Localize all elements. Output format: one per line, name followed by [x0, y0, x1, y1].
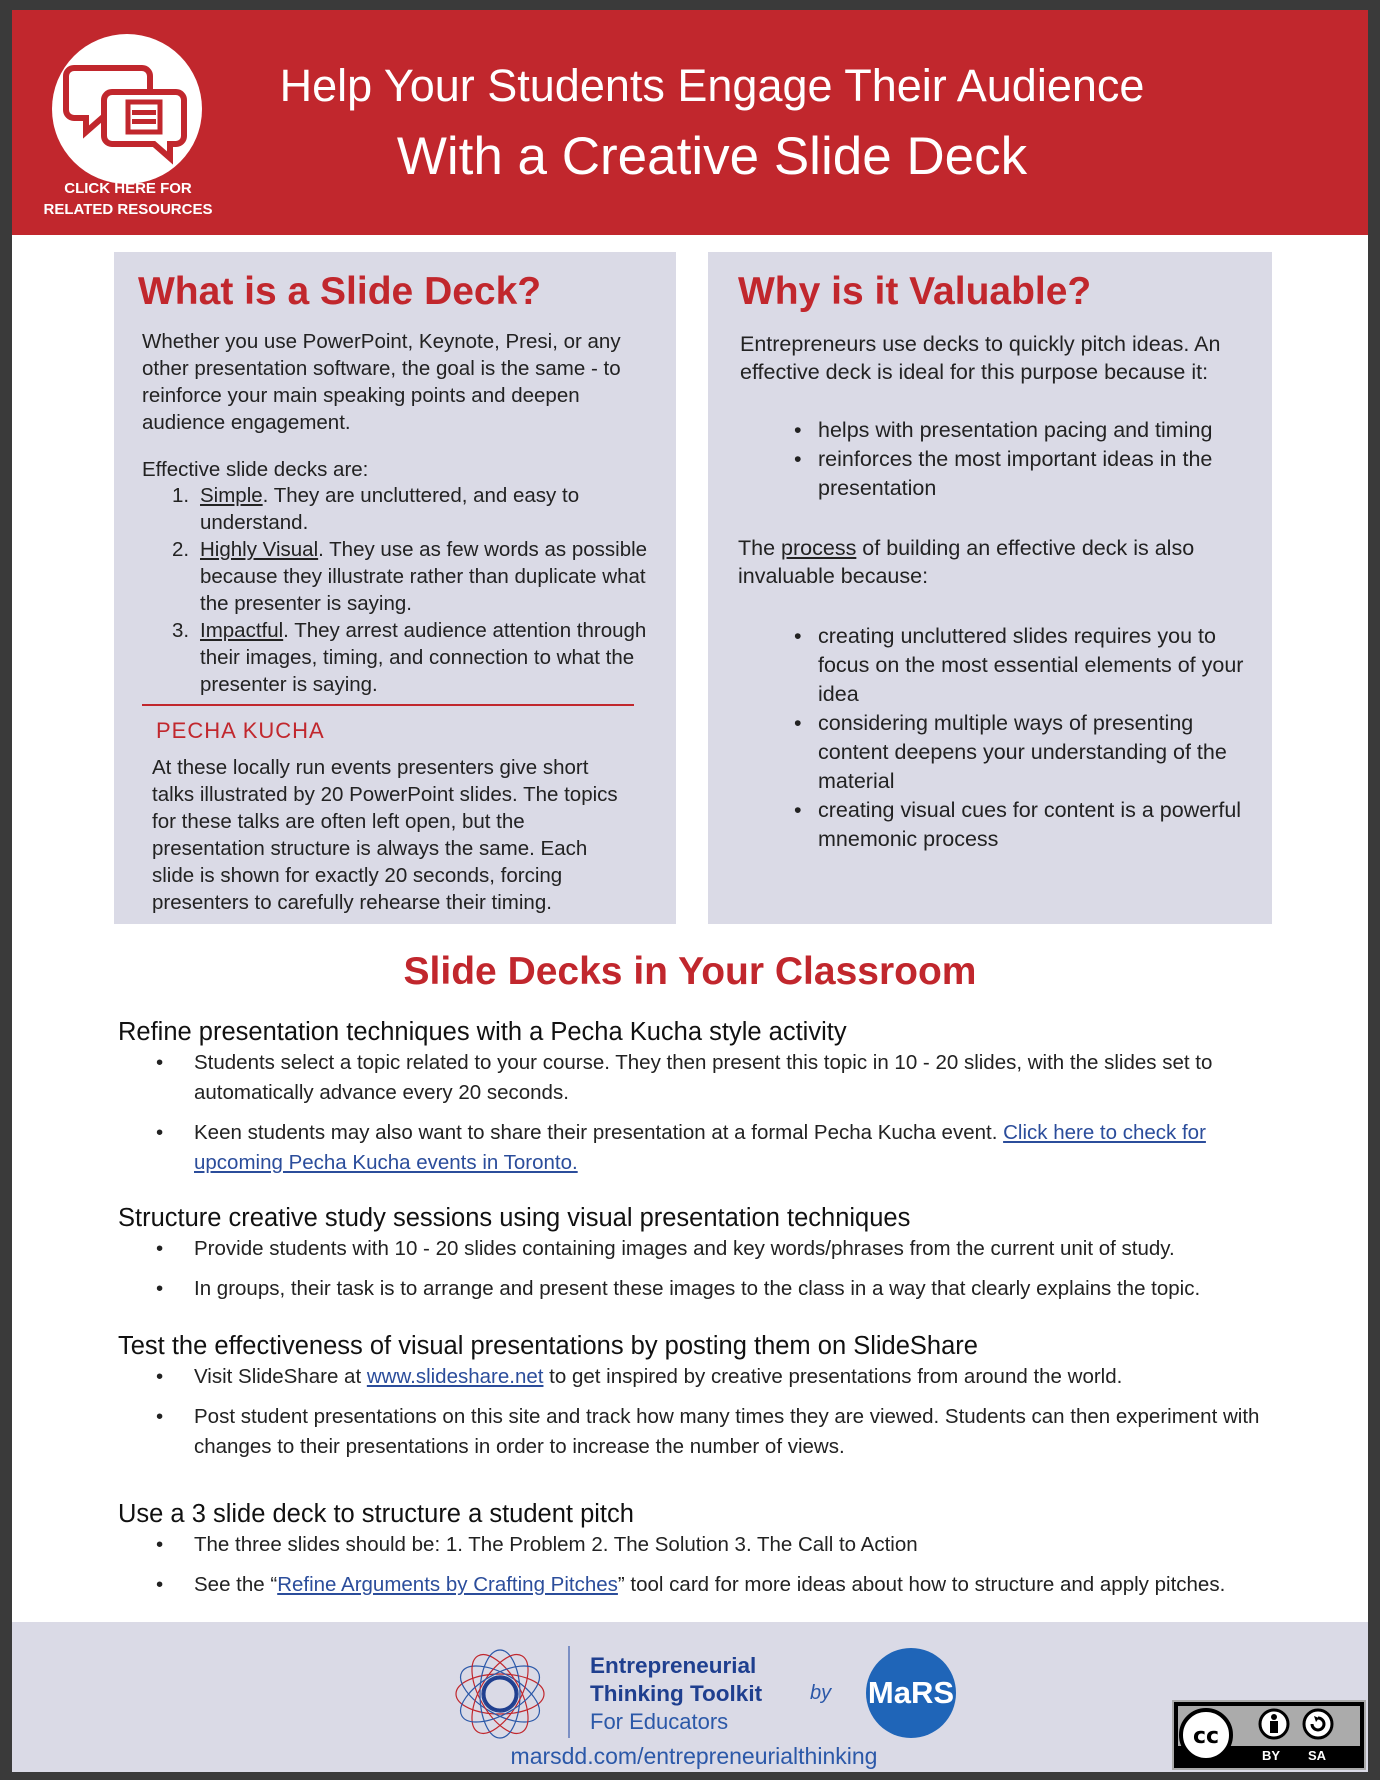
what-heading: What is a Slide Deck? — [138, 270, 542, 313]
effective-decks-list — [142, 482, 662, 698]
speech-bubbles-icon — [52, 34, 202, 184]
slideshare-link[interactable]: www.slideshare.net — [366, 1365, 544, 1388]
process-text: The process of building an effective deck is also invaluable because: — [738, 536, 1195, 588]
toolkit-subtitle: For Educators — [590, 1709, 729, 1734]
list-item: 3. Impactful. They arrest audience attention through their images, timing, and connection to what the presenter is saying. — [172, 619, 647, 696]
by-label: by — [810, 1682, 832, 1704]
list-item: • Provide students with 10 - 20 slides containing images and key words/phrases from the current unit of study. — [156, 1237, 1175, 1260]
toolkit-title: Entrepreneurial Thinking Toolkit — [590, 1653, 763, 1706]
why-bullets-1 — [790, 416, 1230, 503]
page-title-line-2: With a Creative Slide Deck — [396, 127, 1028, 186]
footer-divider — [568, 1646, 570, 1738]
classroom-section-title: Slide Decks in Your Classroom — [403, 950, 977, 993]
activity-3-heading: Test the effectiveness of visual presentations by posting them on SlideShare — [118, 1332, 978, 1360]
pecha-kucha-heading: PECHA KUCHA — [156, 718, 325, 743]
why-heading: Why is it Valuable? — [738, 270, 1092, 313]
list-item: • creating visual cues for content is a powerful mnemonic process — [794, 798, 1242, 851]
pecha-kucha-text: At these locally run events presenters give short talks illustrated by 20 PowerPoint slides. The topics for these talks are often left open, but the presentation structure is always the same. Each slide is shown for exactly 20 seconds, forcing presenters to carefully rehearse their timing. — [152, 756, 618, 914]
related-resources-button[interactable] — [52, 34, 202, 184]
what-list-intro: Effective slide decks are: — [142, 458, 369, 481]
list-item: • helps with presentation pacing and timing — [794, 418, 1213, 442]
activity-2-list — [156, 1234, 1266, 1304]
list-item: • In groups, their task is to arrange and present these images to the class in a way that clearly explains the topic. — [156, 1277, 1201, 1300]
list-item: 1. Simple. They are uncluttered, and easy to understand. — [172, 484, 580, 534]
list-item: • The three slides should be: 1. The Problem 2. The Solution 3. The Call to Action — [156, 1533, 918, 1556]
divider — [142, 704, 634, 706]
footer-url-link[interactable]: marsdd.com/entrepreneurialthinking — [510, 1743, 878, 1769]
activity-4-heading: Use a 3 slide deck to structure a student pitch — [118, 1500, 634, 1528]
list-item: • Students select a topic related to your course. They then present this topic in 10 - 20 slides, with the slides set to automatically advance every 20 seconds. — [156, 1051, 1213, 1104]
mars-logo: MaRS — [866, 1648, 956, 1738]
tool-card-page — [12, 10, 1368, 1772]
toolkit-spirograph-logo-icon — [450, 1644, 550, 1744]
why-bullets-2 — [790, 622, 1260, 854]
list-item: • See the “Refine Arguments by Crafting Pitches” tool card for more ideas about how to structure and apply pitches. — [156, 1573, 1226, 1596]
header-banner — [12, 10, 1368, 235]
related-resources-link[interactable]: CLICK HERE FOR RELATED RESOURCES — [43, 180, 213, 218]
svg-text:cc: cc — [1192, 1724, 1220, 1749]
list-item: • considering multiple ways of presenting content deepens your understanding of the material — [794, 711, 1227, 793]
activity-4-list — [156, 1530, 1266, 1600]
share-alike-icon — [1304, 1710, 1332, 1738]
what-intro: Whether you use PowerPoint, Keynote, Presi, or any other presentation software, the goal is the same - to reinforce your main speaking points and deepen audience engagement. — [142, 330, 621, 434]
list-item: • creating uncluttered slides requires you to focus on the most essential elements of your idea — [794, 624, 1244, 706]
page-title-line-1: Help Your Students Engage Their Audience — [279, 60, 1145, 111]
activity-2-heading: Structure creative study sessions using visual presentation techniques — [118, 1204, 911, 1232]
footer — [12, 1622, 1368, 1772]
crafting-pitches-link[interactable]: Refine Arguments by Crafting Pitches — [277, 1573, 618, 1596]
list-item: 2. Highly Visual. They use as few words as possible because they illustrate rather than duplicate what the presenter is saying. — [172, 538, 648, 615]
activity-3-list — [156, 1362, 1266, 1462]
list-item: • Visit SlideShare at www.slideshare.net to get inspired by creative presentations from around the world. — [156, 1365, 1123, 1388]
why-intro: Entrepreneurs use decks to quickly pitch ideas. An effective deck is ideal for this purpose because it: — [740, 332, 1221, 384]
activity-1-heading: Refine presentation techniques with a Pecha Kucha style activity — [118, 1018, 847, 1046]
list-item: • Post student presentations on this site and track how many times they are viewed. Students can then experiment with changes to their presentations in order to increase the number of views. — [156, 1405, 1260, 1458]
pecha-kucha-events-link[interactable]: Click here to check for upcoming Pecha Kucha events in Toronto. — [194, 1121, 1206, 1174]
list-item: • Keen students may also want to share their presentation at a formal Pecha Kucha event. Click here to check for upcoming Pecha Kucha events in Toronto. — [156, 1121, 1206, 1174]
list-item: • reinforces the most important ideas in the presentation — [794, 447, 1213, 500]
activity-1-list — [156, 1048, 1266, 1178]
creative-commons-badge: cc BY SA — [1172, 1700, 1366, 1770]
